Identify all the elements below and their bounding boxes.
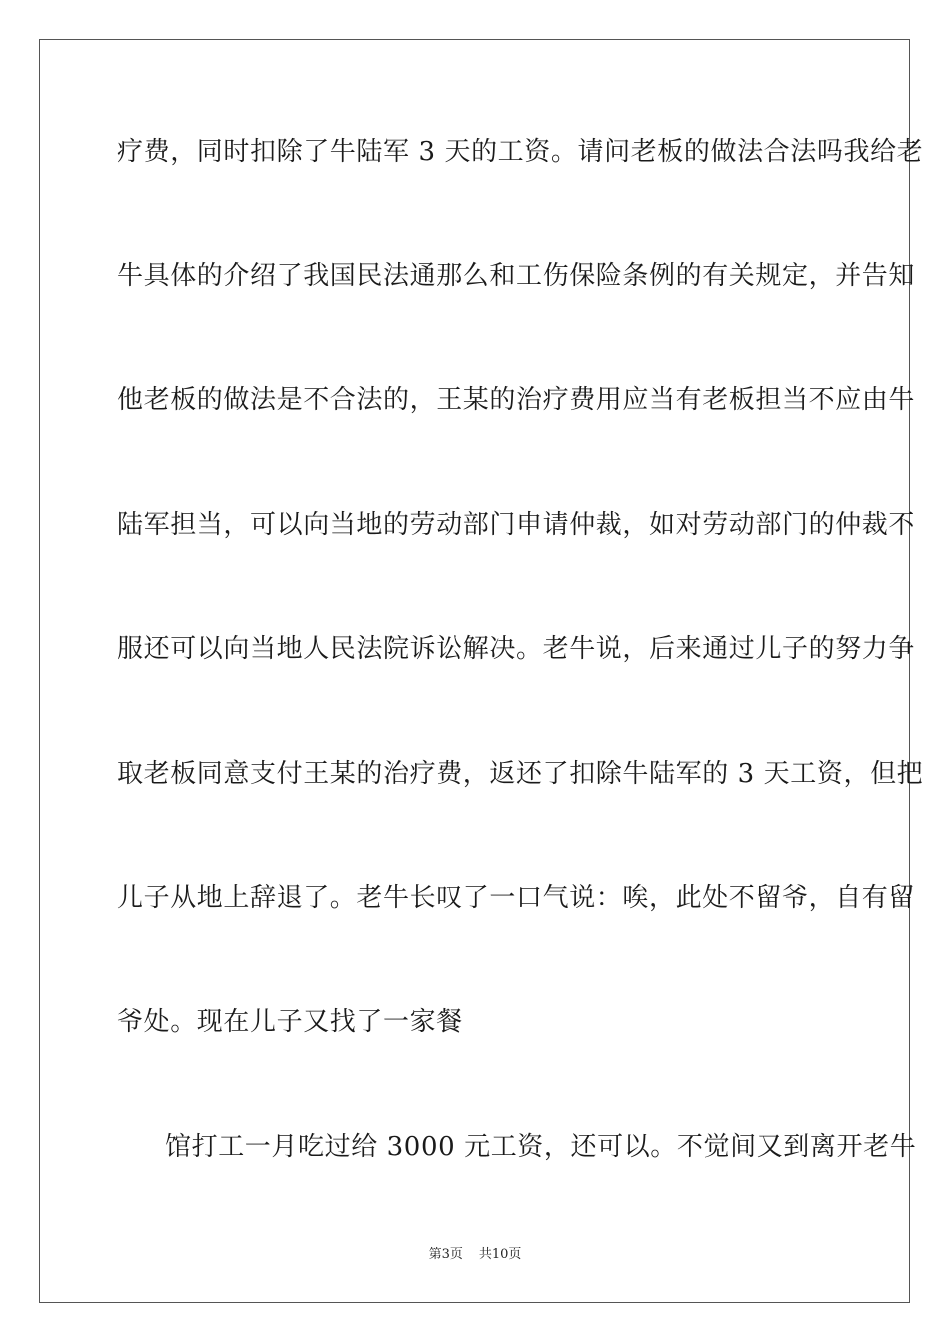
body-text-line: 取老板同意支付王某的治疗费，返还了扣除牛陆军的 3 天工资，但把 [117, 759, 924, 789]
body-text-line: 儿子从地上辞退了。老牛长叹了一口气说：唉，此处不留爷，自有留 [117, 883, 916, 913]
body-text-line: 爷处。现在儿子又找了一家餐 [117, 1007, 463, 1037]
body-text-line: 牛具体的介绍了我国民法通那么和工伤保险条例的有关规定，并告知 [117, 261, 916, 291]
body-text-line: 陆军担当，可以向当地的劳动部门申请仲裁，如对劳动部门的仲裁不 [117, 510, 916, 540]
body-text-line: 他老板的做法是不合法的，王某的治疗费用应当有老板担当不应由牛 [117, 385, 916, 415]
page-number: 第3页 [428, 1247, 463, 1262]
body-text-line: 服还可以向当地人民法院诉讼解决。老牛说，后来通过儿子的努力争 [117, 634, 916, 664]
page-total: 共10页 [478, 1247, 522, 1262]
page-border [39, 39, 924, 1303]
body-text-line: 疗费，同时扣除了牛陆军 3 天的工资。请问老板的做法合法吗我给老 [117, 137, 924, 167]
paragraph-start-line: 馆打工一月吃过给 3000 元工资，还可以。不觉间又到离开老牛 [165, 1132, 917, 1162]
page-footer [0, 1246, 950, 1264]
